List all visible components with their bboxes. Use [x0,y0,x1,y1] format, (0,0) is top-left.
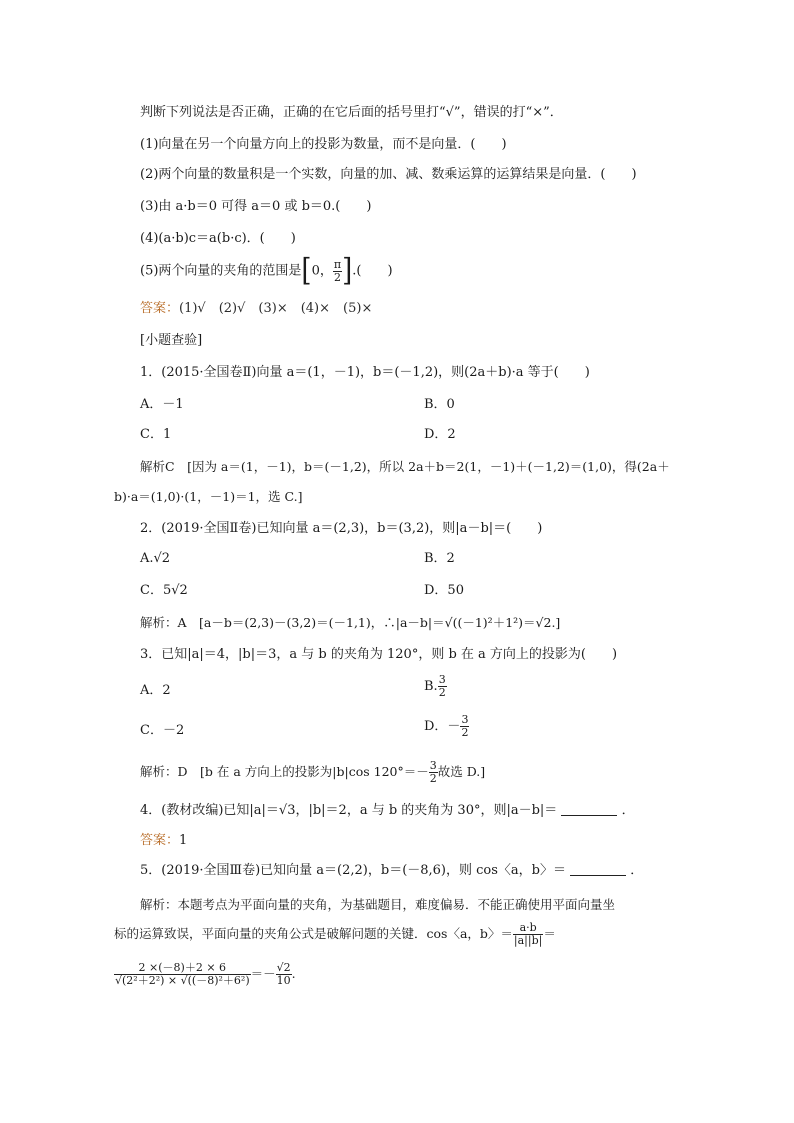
problem-1-solution-line-1: 解析C [因为 a＝(1，－1)，b＝(－1,2)，所以 2a＋b＝2(1，－1)＋(－1,2)＝(1,0)，得(2a＋ [140,459,670,474]
fraction-denominator: 2 [438,686,446,699]
statement-5 [140,253,393,289]
fraction-numerator: 3 [429,759,437,772]
cosine-formula-fraction [513,922,543,947]
problem-5-solution-line-1: 解析：本题考点为平面向量的夹角，为基础题目，难度偏易．不能正确使用平面向量坐 [140,897,616,912]
intro-text: 判断下列说法是否正确，正确的在它后面的括号里打“√”，错误的打“×”． [140,105,563,120]
option-b-label: B. [424,679,438,694]
problem-5-solution-line-2 [114,922,556,947]
answer-values: (1)√ (2)√ (3)× (4)× (5)× [179,301,373,316]
option-d-label: D．－ [424,719,461,734]
statement-4: (4)(a·b)c＝a(b·c)．( ) [140,231,296,246]
problem-3-option-c: C．－2 [140,723,185,738]
equals-minus: ＝－ [250,966,276,981]
section-heading: [小题查验] [140,333,203,348]
problem-5-solution-line-3 [114,962,296,987]
problem-5-end: ． [630,863,644,878]
pi-symbol: π [333,257,342,271]
option-b-fraction [438,674,447,699]
interval-left: 0， [311,263,333,279]
answer-line-1 [140,300,372,318]
statement-5-text: (5)两个向量的夹角的范围是 [140,263,302,279]
problem-2-option-a: A.√2 [140,551,171,566]
solution-text: 解析：D [b 在 a 方向上的投影为|b|cos 120°＝－ [140,764,429,779]
problem-3-option-d [424,714,469,739]
final-period: . [291,966,296,981]
problem-4-end: ． [621,803,635,818]
problem-3-stem: 3．已知|a|＝4，|b|＝3，a 与 b 的夹角为 120°，则 b 在 a 方向上的投影为( ) [140,647,618,662]
statement-5-end: .( ) [352,263,393,279]
fraction-denominator: 10 [276,974,291,987]
solution-text: 标的运算致误，平面向量的夹角公式是破解问题的关键．cos〈a，b〉＝ [114,926,513,941]
answer-label: 答案： [140,301,180,316]
solution-end: 故选 D.] [437,764,486,779]
fraction-numerator: a·b [513,922,543,935]
problem-4-answer [140,832,187,850]
fraction-numerator: 2 ×(－8)＋2 × 6 [114,962,251,975]
right-bracket: ] [342,253,353,289]
problem-3-option-a: A．2 [140,683,171,698]
fraction-denominator: 2 [461,726,469,739]
fraction-denominator: 2 [429,772,437,785]
statement-2: (2)两个向量的数量积是一个实数，向量的加、减、数乘运算的运算结果是向量．( ) [140,167,637,182]
statement-3: (3)由 a·b＝0 可得 a＝0 或 b＝0.( ) [140,199,372,214]
problem-2-option-c: C．5√2 [140,583,188,598]
problem-1-option-a: A．－1 [140,397,184,412]
left-bracket: [ [301,253,312,289]
statement-1: (1)向量在另一个向量方向上的投影为数量，而不是向量．( ) [140,137,507,152]
problem-2-option-d: D．50 [424,583,464,598]
fraction-denominator: √(2²＋2²) × √((－8)²＋6²) [115,974,250,987]
problem-1-stem: 1．(2015·全国卷Ⅱ)向量 a＝(1，－1)，b＝(－1,2)，则(2a＋b)·a 等于( ) [140,365,590,380]
problem-4-stem [140,802,635,820]
answer-blank [561,803,617,816]
result-fraction [276,962,292,987]
problem-5-text: 5．(2019·全国Ⅲ卷)已知向量 a＝(2,2)，b＝(－8,6)，则 cos〈a，b〉＝ [140,863,566,878]
solution-fraction [429,760,438,785]
problem-4-text: 4．(教材改编)已知|a|＝√3，|b|＝2，a 与 b 的夹角为 30°，则|a－b|＝ [140,803,558,818]
fraction-numerator: √2 [276,961,291,974]
problem-1-option-d: D．2 [424,427,456,442]
problem-1-solution-line-2: b)·a＝(1,0)·(1，－1)＝1，选 C.] [114,489,303,504]
fraction-numerator: 3 [461,713,469,726]
problem-2-stem: 2．(2019·全国Ⅱ卷)已知向量 a＝(2,3)，b＝(3,2)，则|a－b|＝( ) [140,521,543,536]
problem-1-option-b: B．0 [424,397,455,412]
fraction-numerator: 3 [438,673,446,686]
answer-value: 1 [179,833,188,848]
pi-over-two [333,259,342,284]
problem-1-option-c: C．1 [140,427,172,442]
problem-2-solution: 解析：A [a－b＝(2,3)－(3,2)＝(－1,1)，∴|a－b|＝√((－1)²＋1²)＝√2.] [140,615,561,630]
answer-blank [570,863,626,876]
problem-5-stem [140,862,643,880]
denominator-two: 2 [333,270,341,284]
fraction-denominator: |a||b| [513,934,543,947]
computation-fraction [114,962,251,987]
problem-2-option-b: B．2 [424,551,455,566]
problem-3-solution [140,760,485,785]
answer-label: 答案： [140,833,180,848]
equals-sign: ＝ [543,926,556,941]
option-d-fraction [460,714,469,739]
problem-3-option-b [424,674,447,699]
